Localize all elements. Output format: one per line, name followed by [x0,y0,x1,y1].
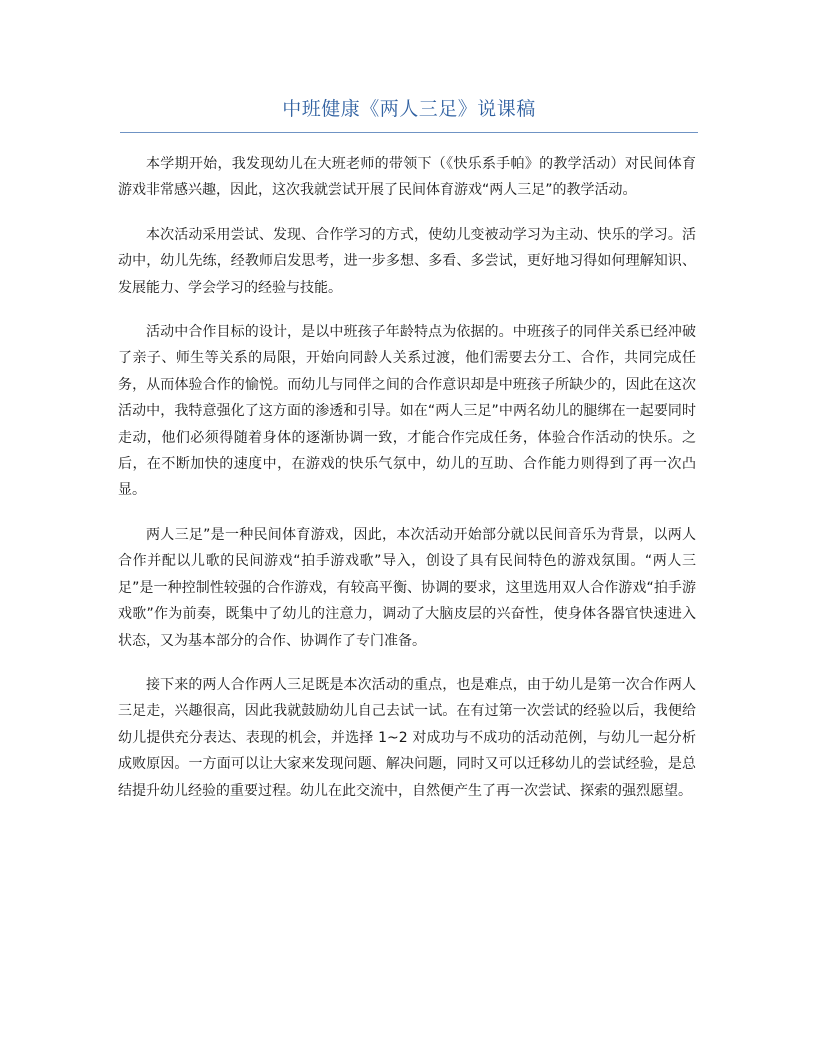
paragraph-2: 本次活动采用尝试、发现、合作学习的方式，使幼儿变被动学习为主动、快乐的学习。活动中，幼儿先练，经教师启发思考，进一步多想、多看、多尝试，更好地习得如何理解知识、发展能力、学会学习的经验与技能。 [118,226,696,296]
page-title: 中班健康《两人三足》说课稿 [282,98,536,120]
paragraph-5: 接下来的两人合作两人三足既是本次活动的重点，也是难点，由于幼儿是第一次合作两人三足走，兴趣很高，因此我就鼓励幼儿自己去试一试。在有过第一次尝试的经验以后，我便给幼儿提供充分表达、表现的机会，并选择 1~2 对成功与不成功的活动范例，与幼儿一起分析成败原因。一方面可以让大家来发现问题、解决问题，同时又可以迁移幼儿的尝试经验，是总结提升幼儿经验的重要过程。幼儿在此交流中，自然便产生了再一次尝试、探索的强烈愿望。 [118,676,696,799]
paragraph-3: 活动中合作目标的设计，是以中班孩子年龄特点为依据的。中班孩子的同伴关系已经冲破了亲子、师生等关系的局限，开始向同龄人关系过渡，他们需要去分工、合作，共同完成任务，从而体验合作的愉悦。而幼儿与同伴之间的合作意识却是中班孩子所缺少的，因此在这次活动中，我特意强化了这方面的渗透和引导。如在“两人三足”中两名幼儿的腿绑在一起要同时走动，他们必须得随着身体的逐渐协调一致，才能合作完成任务，体验合作活动的快乐。之后，在不断加快的速度中，在游戏的快乐气氛中，幼儿的互助、合作能力则得到了再一次凸显。 [118,324,696,499]
paragraph-1: 本学期开始，我发现幼儿在大班老师的带领下（《快乐系手帕》的教学活动）对民间体育游戏非常感兴趣，因此，这次我就尝试开展了民间体育游戏“两人三足”的教学活动。 [118,156,696,199]
title-underline [120,132,698,133]
document-body [118,151,696,822]
paragraph-4: 两人三足”是一种民间体育游戏，因此，本次活动开始部分就以民间音乐为背景，以两人合作并配以儿歌的民间游戏“拍手游戏歌”导入，创设了具有民间特色的游戏氛围。“两人三足”是一种控制性较强的合作游戏，有较高平衡、协调的要求，这里选用双人合作游戏“拍手游戏歌”作为前奏，既集中了幼儿的注意力，调动了大脑皮层的兴奋性，使身体各器官快速进入状态，又为基本部分的合作、协调作了专门准备。 [118,526,696,649]
